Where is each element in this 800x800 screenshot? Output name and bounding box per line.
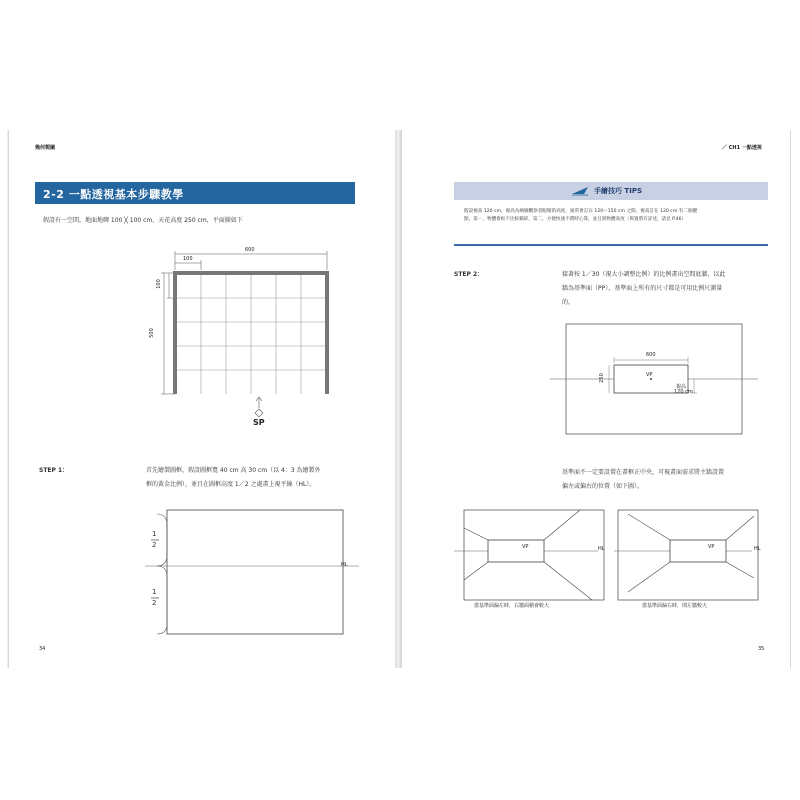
sp-label: SP <box>253 418 265 427</box>
running-header: 幾何製圖 <box>35 145 56 151</box>
eye-height-label: 視高 <box>676 384 687 390</box>
step1-label: STEP 1： <box>39 467 69 474</box>
pp-width-dim: 600 <box>646 352 656 358</box>
left-page <box>8 130 395 668</box>
half-bottom-numerator: 1 <box>152 588 157 596</box>
left-diag-caption: 當基準面偏左時，右牆面積會較大 <box>474 603 550 609</box>
step1-text-line1: 首先繪製圖框，假設圖框寬 40 cm 高 30 cm（以 4：3 為繪製外 <box>146 467 321 474</box>
note-line1: 基準面不一定要設置在畫框正中央，可視畫面需求將主牆設置 <box>562 469 725 476</box>
half-top-denominator: 2 <box>152 541 157 549</box>
step2-line2: 牆為基準面（PP），基準面上所有的尺寸都是可用比例尺測量 <box>562 285 723 292</box>
right-diag-hl: HL <box>754 546 761 552</box>
note-line2: 偏左或偏右的位置（如下圖）。 <box>562 483 644 490</box>
dim-tile-width: 100 <box>183 256 193 262</box>
half-bottom-denominator: 2 <box>152 599 157 607</box>
pp-vp-label: VP <box>646 372 653 378</box>
frame-diagram <box>9 130 395 668</box>
hl-label: HL <box>341 562 348 568</box>
page-number-right: 35 <box>758 646 765 652</box>
right-diag-vp: VP <box>708 544 715 550</box>
right-page <box>402 130 791 668</box>
tips-line2: 點，第一，物體會較不比較鎖碎，第二，方便快速不費時心算，並且與物體高度（佈置將有詳述，請見 P.46） <box>464 217 687 222</box>
right-diag-caption: 當基準面偏右時，則左牆較大 <box>642 603 708 609</box>
step2-line1: 接著按 1／30（視大小調整比例）的比例畫出空間底牆，以此 <box>562 271 726 278</box>
dim-tile-depth: 100 <box>155 279 162 289</box>
step2-line3: 的。 <box>562 299 575 306</box>
left-diag-vp: VP <box>522 544 529 550</box>
half-top-numerator: 1 <box>152 530 157 538</box>
tips-title: 手繪技巧 TIPS <box>594 187 642 195</box>
tips-line1: 假設視高 120 cm，視高為繪圖觀察者眼睛的高度，通常會訂在 120～150 cm 之間，視高訂在 120 cm 有二個優 <box>464 209 698 214</box>
left-diag-hl: HL <box>598 546 605 552</box>
intro-text: 假設有一空間，地面地磚 100 ╳ 100 cm、天花高度 250 cm，平面圖如下 <box>43 217 243 224</box>
pp-height-dim: 250 <box>598 373 605 383</box>
book-spine <box>394 130 402 668</box>
offset-right-diagram <box>402 130 790 668</box>
step1-text-line2: 框的黃金比例），並且在圖框高度 1／2 之處畫上視平線（HL）。 <box>146 481 316 488</box>
running-header: ／ CH1 一點透視 <box>722 145 762 151</box>
section-title: 2-2 一點透視基本步驟教學 <box>43 188 184 201</box>
dim-room-width: 600 <box>245 247 255 253</box>
page-number-left: 34 <box>39 646 46 652</box>
eye-height-value: 120 cm <box>674 389 693 395</box>
step2-label: STEP 2： <box>454 271 484 278</box>
dim-room-depth: 500 <box>148 328 155 338</box>
